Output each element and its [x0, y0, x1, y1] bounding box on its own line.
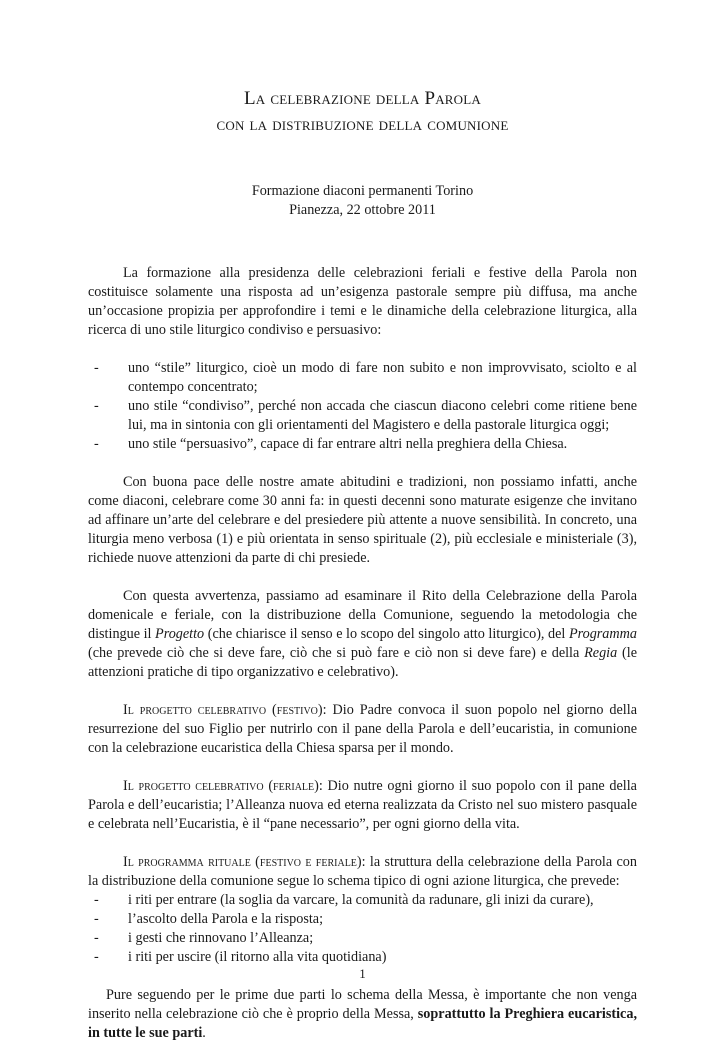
festivo-label: Il progetto celebrativo (festivo): [123, 702, 323, 718]
title-line-2: con la distribuzione della comunione: [216, 114, 509, 135]
feriale-label: Il progetto celebrativo (feriale): [123, 778, 319, 794]
festivo-paragraph: Il progetto celebrativo (festivo): Dio Padre convoca il suon popolo nel giorno della resurrezione del suo Figlio per nutrirlo con il pane della Parola e dell’eucaristia, in comunione con la celebrazione eucaristica della Chiesa sparsa per il mondo.: [88, 702, 637, 756]
list-item: - uno stile “persuasivo”, capace di far entrare altri nella preghiera della Chiesa.: [88, 435, 637, 454]
list-item: - i riti per entrare (la soglia da varcare, la comunità da radunare, gli inizi da curare),: [88, 891, 637, 910]
emphasis-regia: Regia: [584, 645, 618, 661]
styles-list: [88, 359, 637, 454]
feriale-paragraph: Il progetto celebrativo (feriale): Dio nutre ogni giorno il suo popolo con il pane della Parola e dell’eucaristia; l’Alleanza nuova ed eterna realizzata da Cristo nel suo mistero pasquale e celebrata nell’Eucaristia, è il “pane necessario”, per ogni giorno della vita.: [88, 778, 637, 832]
paragraph-2: Con buona pace delle nostre amate abitudini e tradizioni, non possiamo infatti, anche come diaconi, celebrare come 30 anni fa: in questi decenni sono maturate esigenze che invitano ad affinare un’arte del celebrare e del presiedere più attente a nuove sensibilità. In concreto, una liturgia meno verbosa (1) e più orientata in senso spirituale (2), più ecclesiale e ministeriale (3), richiede nuove attenzioni da parte di chi presiede.: [88, 474, 637, 566]
emphasis-programma: Programma: [568, 626, 637, 642]
programma-list: [88, 891, 637, 967]
subtitle-block: [88, 182, 637, 220]
title-block: [88, 86, 637, 138]
subtitle-line-2: Pianezza, 22 ottobre 2011: [289, 202, 436, 218]
intro-paragraph: La formazione alla presidenza delle celebrazioni feriali e festive della Parola non costituisce solamente una risposta ad un’esigenza pastorale sempre più diffusa, ma anche un’occasione propizia per approfondire i temi e le dinamiche della celebrazione liturgica, alla ricerca di uno stile liturgico condiviso e persuasivo:: [88, 265, 637, 338]
list-item: - i gesti che rinnovano l’Alleanza;: [88, 929, 637, 948]
closing-bold: soprattutto la Preghiera eucaristica, in tutte le sue parti: [88, 1006, 637, 1041]
paragraph-3: Con questa avvertenza, passiamo ad esaminare il Rito della Celebrazione della Parola domenicale e feriale, con la distribuzione della Comunione, seguendo la metodologia che distingue il Progetto (che chiarisce il senso e lo scopo del singolo atto liturgico), del Programma (che prevede ciò che si deve fare, ciò che si può fare e ciò non si deve fare) e della Regia (le attenzioni pratiche di tipo organizzativo e celebrativo).: [88, 588, 637, 680]
programma-paragraph: Il programma rituale (festivo e feriale): la struttura della celebrazione della Parola con la distribuzione della comunione segue lo schema tipico di ogni azione liturgica, che prevede:: [88, 854, 637, 889]
subtitle-line-1: Formazione diaconi permanenti Torino: [251, 183, 474, 199]
list-item: - i riti per uscire (il ritorno alla vita quotidiana): [88, 948, 637, 967]
body-text: [88, 264, 637, 1043]
list-item: - uno “stile” liturgico, cioè un modo di fare non subito e non improvvisato, sciolto e al contempo concentrato;: [88, 359, 637, 397]
page-number: 1: [359, 966, 366, 981]
list-item: - uno stile “condiviso”, perché non accada che ciascun diacono celebri come ritiene bene lui, ma in sintonia con gli orientamenti del Magistero e della pastorale liturgica oggi;: [88, 397, 637, 435]
programma-label: Il programma rituale (festivo e feriale): [123, 854, 362, 870]
emphasis-progetto: Progetto: [155, 626, 205, 642]
list-item: - l’ascolto della Parola e la risposta;: [88, 910, 637, 929]
closing-paragraph: Pure seguendo per le prime due parti lo schema della Messa, è importante che non venga inserito nella celebrazione ciò che è proprio della Messa, soprattutto la Preghiera eucaristica, in tutte le sue parti.: [88, 987, 637, 1041]
title-line-1: La celebrazione della Parola: [244, 88, 481, 109]
